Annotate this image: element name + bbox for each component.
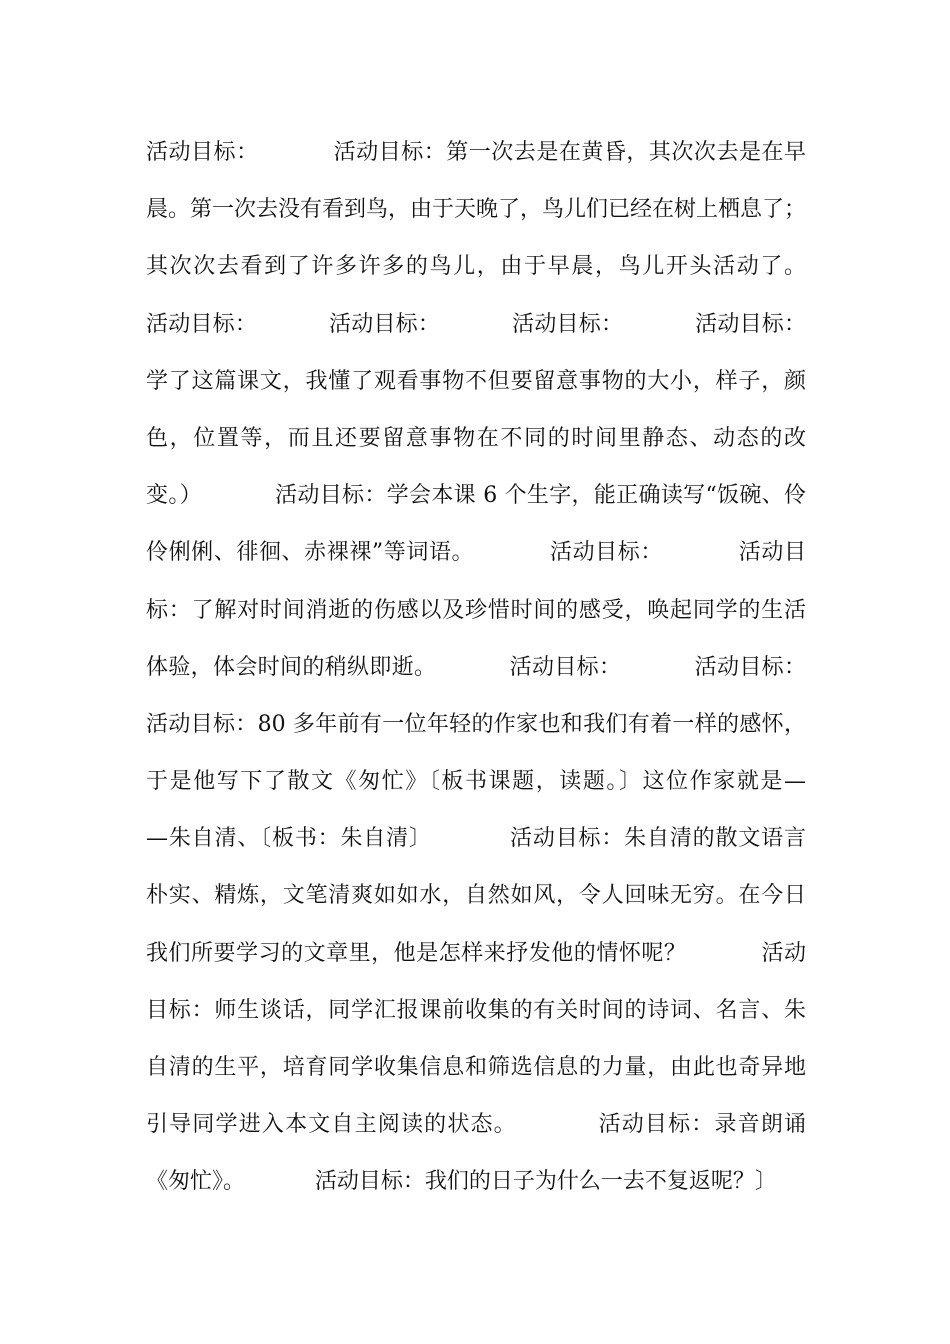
text-line: 标：了解对时间消逝的伤感以及珍惜时间的感受，唤起同学的生活 [146, 597, 806, 623]
text-line-last: 《匆忙》。 活动目标：我们的日子为什么一去不复返呢？〕 [146, 1169, 777, 1195]
text-line: 朴实、精炼，文笔清爽如如水，自然如风，令人回味无穷。在今日 [146, 883, 806, 909]
text-line: 变。） 活动目标：学会本课 6 个生字，能正确读写“饭碗、伶 [146, 483, 806, 509]
text-line: 于是他写下了散文《匆忙》〔板书课题，读题。〕这位作家就是— [146, 769, 806, 795]
text-line: 学了这篇课文，我懂了观看事物不但要留意事物的大小，样子，颜 [146, 368, 806, 394]
text-line: 活动目标： 活动目标： 活动目标： 活动目标： [146, 311, 806, 337]
text-line: 引导同学进入本文自主阅读的状态。 活动目标：录音朗诵 [146, 1112, 806, 1138]
text-line: 目标：师生谈话，同学汇报课前收集的有关时间的诗词、名言、朱 [146, 997, 806, 1023]
text-line: 自清的生平，培育同学收集信息和筛选信息的力量，由此也奇异地 [146, 1055, 806, 1080]
text-line: —朱自清、〔板书：朱自清〕 活动目标：朱自清的散文语言 [146, 826, 806, 852]
text-line: 活动目标：80 多年前有一位年轻的作家也和我们有着一样的感怀， [146, 711, 806, 737]
text-line: 体验，体会时间的稍纵即逝。 活动目标： 活动目标： [146, 654, 806, 680]
text-line: 我们所要学习的文章里，他是怎样来抒发他的情怀呢？ 活动 [146, 940, 806, 966]
text-line: 色，位置等，而且还要留意事物在不同的时间里静态、动态的改 [146, 425, 806, 451]
text-line: 伶俐俐、徘徊、赤裸裸”等词语。 活动目标： 活动目 [146, 540, 806, 566]
text-line: 晨。第一次去没有看到鸟，由于天晚了，鸟儿们已经在树上栖息了； [146, 197, 807, 223]
text-line: 其次次去看到了许多许多的鸟儿，由于早晨，鸟儿开头活动了。 [146, 254, 806, 280]
body-text [146, 131, 806, 1218]
text-line: 活动目标： 活动目标：第一次去是在黄昏，其次次去是在早 [146, 140, 806, 165]
